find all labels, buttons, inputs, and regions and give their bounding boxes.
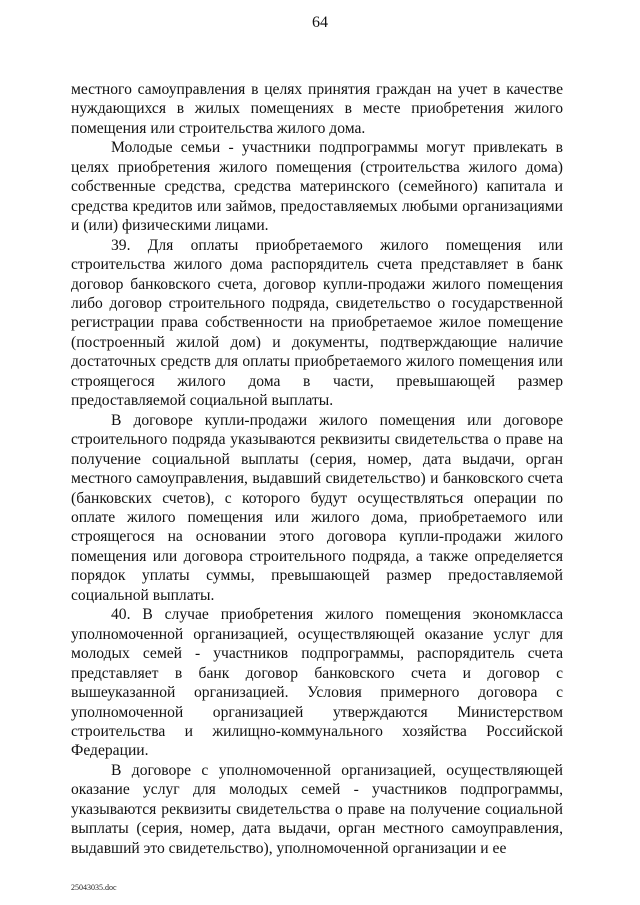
document-body	[71, 80, 563, 858]
paragraph-purchase-contract: В договоре купли-продажи жилого помещения или договоре строительного подряда указываются реквизиты свидетельства о праве на получение социальной выплаты (серия, номер, дата выдачи, орган местного самоуправления, выдавший свидетельство) и банковского счета (банковских счетов), с которого будут осуществляться операции по оплате жилого помещения или жилого дома, приобретаемого или строящегося на основании этого договора купли-продажи жилого помещения или договора строительного подряда, а также определяется порядок уплаты суммы, превышающей размер предоставляемой социальной выплаты.	[71, 411, 563, 604]
file-name-footer: 25043035.doc	[71, 883, 117, 892]
paragraph-continuation: местного самоуправления в целях принятия граждан на учет в качестве нуждающихся в жилых помещениях в месте приобретения жилого помещения или строительства жилого дома.	[71, 81, 563, 137]
paragraph-authorized-organization: В договоре с уполномоченной организацией, осуществляющей оказание услуг для молодых семей - участников подпрограммы, указываются реквизиты свидетельства о праве на получение социальной выплаты (серия, номер, дата выдачи, орган местного самоуправления, выдавший это свидетельство), уполномоченной организации и ее	[71, 761, 563, 857]
page-number: 64	[312, 14, 328, 31]
paragraph-item-40: 40. В случае приобретения жилого помещения экономкласса уполномоченной организацией, осуществляющей оказание услуг для молодых семей - участников подпрограммы, распорядитель счета представляет в банк договор банковского счета и договор с вышеуказанной организацией. Условия примерного договора с уполномоченной организацией утверждаются Министерством строительства и жилищно-коммунального хозяйства Российской Федерации.	[71, 606, 563, 760]
paragraph-young-families-funds: Молодые семьи - участники подпрограммы могут привлекать в целях приобретения жилого помещения (строительства жилого дома) собственные средства, средства материнского (семейного) капитала и средства кредитов или займов, предоставляемых любыми организациями и (или) физическими лицами.	[71, 139, 563, 235]
paragraph-item-39: 39. Для оплаты приобретаемого жилого помещения или строительства жилого дома распорядитель счета представляет в банк договор банковского счета, договор купли-продажи жилого помещения либо договор строительного подряда, свидетельство о государственной регистрации права собственности на приобретаемое жилое помещение (построенный жилой дом) и документы, подтверждающие наличие достаточных средств для оплаты приобретаемого жилого помещения или строящегося жилого дома в части, превышающей размер предоставляемой социальной выплаты.	[71, 236, 563, 410]
